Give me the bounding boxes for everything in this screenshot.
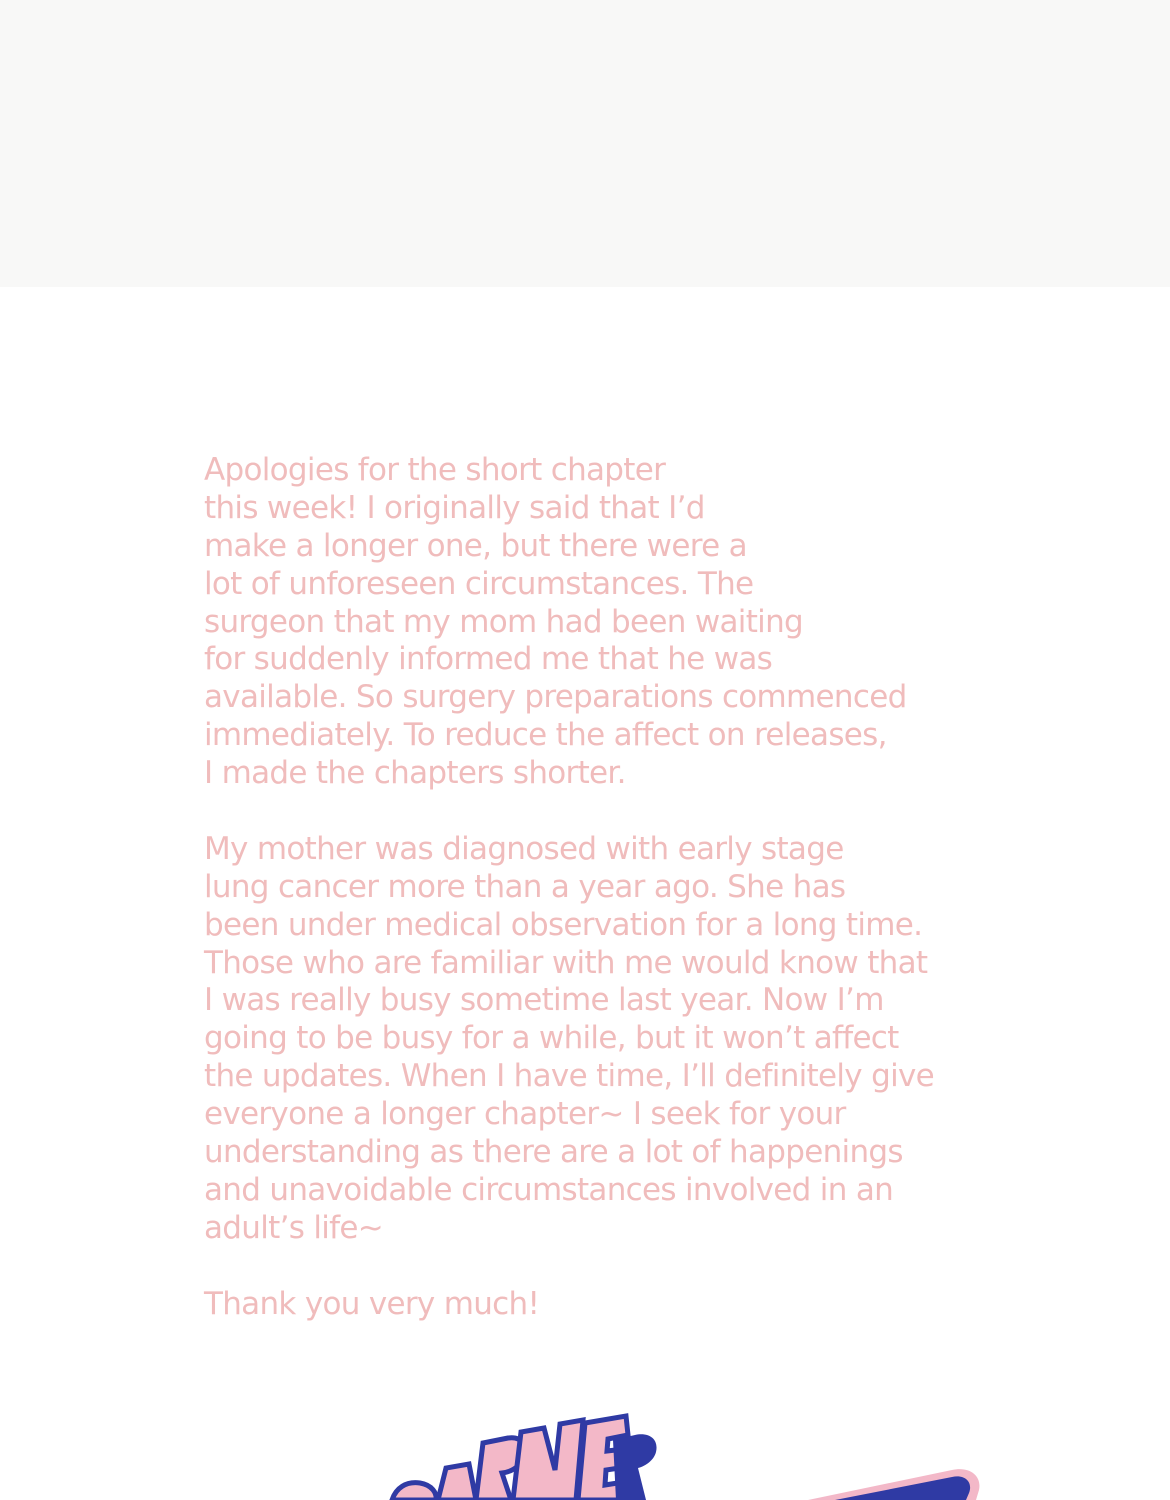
note-line: Those who are familiar with me would know that xyxy=(204,944,928,981)
paragraph-spacer xyxy=(204,1248,1004,1286)
note-line: available. So surgery preparations commenced xyxy=(204,679,907,716)
corner-lettering-art xyxy=(392,1416,657,1500)
note-line: and unavoidable circumstances involved in an xyxy=(204,1171,894,1208)
note-paragraph-2 xyxy=(204,831,1004,1248)
paragraph-spacer xyxy=(204,793,1004,831)
corner-logo-art xyxy=(0,1380,1170,1500)
top-blank-panel xyxy=(0,0,1170,287)
note-line: Apologies for the short chapter xyxy=(204,452,666,488)
author-note xyxy=(204,452,1004,1323)
note-line: lung cancer more than a year ago. She has xyxy=(204,868,846,905)
note-line: been under medical observation for a long time. xyxy=(204,906,923,943)
corner-logo-icon xyxy=(0,1380,1170,1500)
note-line: going to be busy for a while, but it won’t affect xyxy=(204,1020,899,1057)
note-line: for suddenly informed me that he was xyxy=(204,641,773,678)
note-paragraph-1 xyxy=(204,452,1004,793)
note-line: surgeon that my mom had been waiting xyxy=(204,603,803,640)
note-line: My mother was diagnosed with early stage xyxy=(204,830,844,867)
note-line: I made the chapters shorter. xyxy=(204,755,626,792)
pink-banner-shape xyxy=(808,1469,979,1500)
note-closing: Thank you very much! xyxy=(204,1285,540,1322)
note-line: everyone a longer chapter~ I seek for your xyxy=(204,1096,846,1133)
note-line: this week! I originally said that I’d xyxy=(204,489,705,526)
note-line: I was really busy sometime last year. Now I’m xyxy=(204,982,884,1019)
note-line: make a longer one, but there were a xyxy=(204,527,747,564)
note-line: adult’s life~ xyxy=(204,1209,384,1246)
note-line: understanding as there are a lot of happenings xyxy=(204,1134,903,1171)
note-line: lot of unforeseen circumstances. The xyxy=(204,565,754,602)
note-line: the updates. When I have time, I’ll definitely give xyxy=(204,1058,935,1095)
note-line: immediately. To reduce the affect on releases, xyxy=(204,717,887,754)
